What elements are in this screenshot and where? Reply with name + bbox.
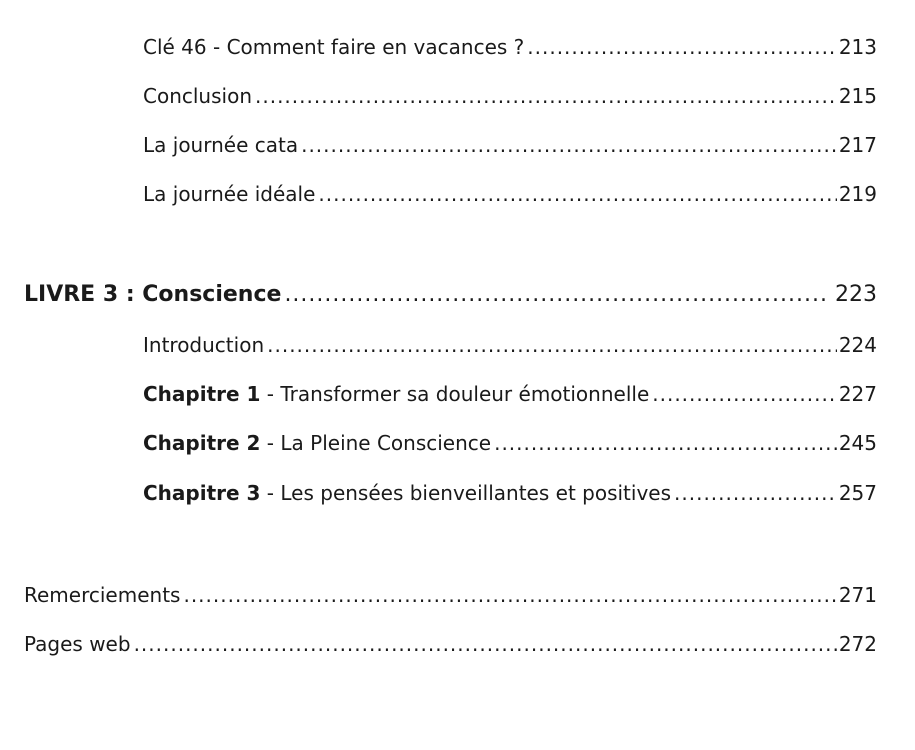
toc-page-number: 215 <box>838 84 877 108</box>
toc-entry-title: Conclusion <box>143 84 252 108</box>
toc-entry-journee-ideale <box>143 180 877 208</box>
toc-entry-title: Pages web <box>24 632 131 656</box>
chapter-title: - Les pensées bienveillantes et positives <box>260 481 672 505</box>
toc-entry-title: Remerciements <box>24 583 181 607</box>
toc-entry-pages-web <box>24 630 877 658</box>
toc-page-number: 257 <box>838 481 877 505</box>
toc-entry-conclusion <box>143 82 877 110</box>
chapter-title: - La Pleine Conscience <box>260 431 492 455</box>
toc-page-number: 224 <box>838 333 877 357</box>
dot-leader <box>134 630 837 658</box>
dot-leader <box>674 479 837 507</box>
toc-entry-remerciements <box>24 581 877 609</box>
toc-entry-chapitre-1 <box>143 380 877 408</box>
dot-leader <box>284 280 827 310</box>
toc-entry-cle-46 <box>143 33 877 61</box>
toc-page-number: 272 <box>838 632 877 656</box>
livre-title: LIVRE 3 : Conscience <box>24 282 282 307</box>
toc-page-number: 227 <box>838 382 877 406</box>
dot-leader <box>183 581 836 609</box>
chapter-label: Chapitre 2 <box>143 431 261 455</box>
toc-entry-title: La journée cata <box>143 133 299 157</box>
dot-leader <box>652 380 837 408</box>
toc-entry-title: Introduction <box>143 333 265 357</box>
toc-entry-chapitre-2 <box>143 429 877 457</box>
toc-entry-journee-cata <box>143 131 877 159</box>
toc-entry-title: La journée idéale <box>143 182 316 206</box>
toc-page-number: 245 <box>838 431 877 455</box>
toc-page-number: 213 <box>838 35 877 59</box>
dot-leader <box>301 131 837 159</box>
toc-page-number: 219 <box>838 182 877 206</box>
toc-entry-chapitre-3 <box>143 479 877 507</box>
dot-leader <box>267 331 837 359</box>
toc-entry-title: Clé 46 - Comment faire en vacances ? <box>143 35 525 59</box>
toc-page-number: 271 <box>838 583 877 607</box>
chapter-title: - Transformer sa douleur émotionnelle <box>260 382 650 406</box>
chapter-label: Chapitre 3 <box>143 481 261 505</box>
dot-leader <box>255 82 837 110</box>
toc-entry-introduction <box>143 331 877 359</box>
dot-leader <box>494 429 837 457</box>
toc-entry-title <box>143 380 649 408</box>
toc-page-number: 217 <box>838 133 877 157</box>
toc-entry-title <box>143 479 671 507</box>
toc-entry-title <box>143 429 491 457</box>
dot-leader <box>527 33 837 61</box>
dot-leader <box>318 180 836 208</box>
toc-livre-heading <box>24 280 877 310</box>
chapter-label: Chapitre 1 <box>143 382 261 406</box>
toc-page-number: 223 <box>835 282 877 307</box>
